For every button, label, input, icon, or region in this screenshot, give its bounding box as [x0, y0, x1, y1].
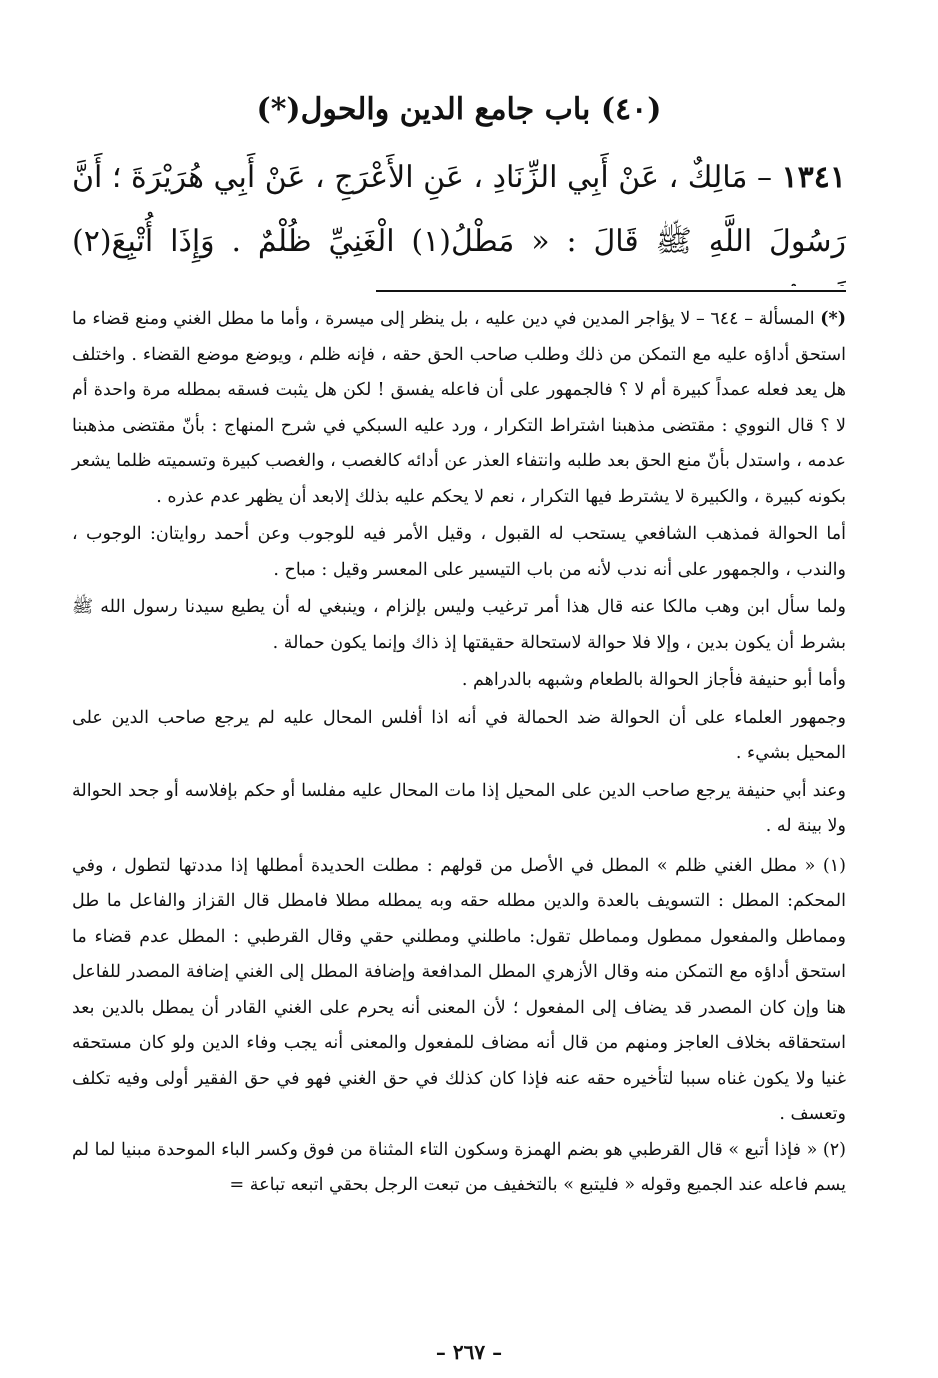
footnote-lemma: « فإذا أتبع » — [728, 1139, 818, 1160]
footnote-1 — [72, 849, 846, 1133]
chapter-title: (٤٠) باب جامع الدين والحول(*) — [256, 92, 662, 127]
commentary-notes — [72, 302, 846, 845]
note-paragraph: وأما أبو حنيفة فأجاز الحوالة بالطعام وشبهه بالدراهم . — [461, 670, 846, 690]
hadith-text — [72, 146, 846, 286]
note-paragraph: وعند أبي حنيفة يرجع صاحب الدين على المحيل إذا مات المحال عليه مفلسا أو حكم بإفلاسه أو جحد الحوالة ولا بينة له . — [72, 780, 846, 836]
page-number: – ٢٦٧ – — [435, 1340, 503, 1364]
footnotes — [72, 849, 846, 1204]
note-paragraph: وجمهور العلماء على أن الحوالة ضد الحمالة في أنه اذا أفلس المحال عليه لم يرجع صاحب الدين على المحيل بشيء . — [72, 707, 846, 763]
note-paragraph: أما الحوالة فمذهب الشافعي يستحب له القبول ، وقيل الأمر فيه للوجوب وعن أحمد روايتان: الوجوب ، والندب ، والجمهور على أنه ندب لأنه من باب التيسير على المعسر وقيل : مباح . — [72, 524, 846, 580]
footnote-marker: (١) — [822, 855, 846, 876]
footnote-text: قال القرطبي هو بضم الهمزة وسكون التاء المثناة من فوق وكسر الباء الموحدة مبنيا لما لم يسم فاعله عند الجميع وقوله « فليتبع » بالتخفيف من تبعت الرجل بحقي اتبعه تباعة = — [72, 1139, 846, 1195]
footnote-lemma: « مطل الغني ظلم » — [656, 855, 816, 876]
footnote-2 — [72, 1133, 846, 1204]
note-marker: (*) — [820, 309, 846, 329]
hadith-body: – مَالِكٌ ، عَنْ أَبِي الزِّنَادِ ، عَنِ الأَعْرَجِ ، عَنْ أَبِي هُرَيْرَةَ ؛ أَنَّ رَسُولَ اللَّهِ ﷺ قَالَ : « مَطْلُ(١) الْغَنِيِّ ظُلْمٌ . وَإِذَا أُتْبِعَ(٢) — [72, 160, 846, 259]
separator-rule — [376, 290, 846, 292]
note-paragraph: ولما سأل ابن وهب مالكا عنه قال هذا أمر ترغيب وليس بإلزام ، وينبغي له أن يطيع سيدنا رسول الله ﷺ بشرط أن يكون بدين ، وإلا فلا حوالة لاستحالة حقيقتها إذ ذاك وإنما يكون حمالة . — [72, 597, 846, 653]
note-paragraph — [72, 302, 846, 515]
footnote-text: المطل في الأصل من قولهم : مطلت الحديدة أمطلها إذا مددتها لتطول ، وفي المحكم: المطل : التسويف بالعدة والدين مطله حقه وبه يمطله مطلا فامطل قال القزاز والفاعل ما طل ومماطل والمفعول ممطول ومماطل تقول: ماطلني ومطلني حقي وقال القرطبي : المطل عدم قضاء ما استحق أداؤه مع التمكن منه وقال الأزهري المطل المدافعة وإضافة المطل إلى الغني إضافة المصدر للفاعل هنا وإن كان المصدر قد يضاف إلى المفعول ؛ لأن المعنى أنه يحرم على الغني القادر أن يمطل بالدين بعد استحقاقه بخلاف العاجز ومنهم من قال أنه مضاف للمفعول والمعنى أنه يجب وفاء الدين ولو كان مستحقه غنيا ولا يكون غناه سببا لتأخيره حقه عنه فإذا كان كذلك في حق الغني فهو في حق الفقير أولى وفيه تكلف وتعسف . — [72, 855, 846, 1124]
hadith-number: ١٣٤١ — [781, 160, 846, 195]
footnote-marker: (٢) — [822, 1139, 846, 1160]
note-text: المسألة – ٦٤٤ – لا يؤاجر المدين في دين عليه ، بل ينظر إلى ميسرة ، وأما ما مطل الغني ومنع قضاء ما استحق أداؤه عليه مع التمكن من ذلك وطلب صاحب الحق حقه ، فإنه ظلم ، ويوضع موضع القضاء . واختلف هل يعد فعله عمداً كبيرة أم لا ؟ فالجمهور على أن فاعله يفسق ! لكن هل يثبت فسقه بمطله مرة واحدة أم لا ؟ قال النووي : مقتضى مذهبنا اشتراط التكرار ، ورد عليه السبكي في شرح المنهاج : بأنّ مقتضى مذهبنا عدمه ، واستدل بأنّ منع الحق بعد طلبه وانتفاء العذر عن أدائه كالغصب ، والغصب كبيرة وتسميته ظلما يشعر بكونه كبيرة ، والكبيرة لا يشترط فيها التكرار ، نعم لا يحكم عليه بذلك إلابعد أن يظهر عدم عذره . — [72, 309, 846, 507]
